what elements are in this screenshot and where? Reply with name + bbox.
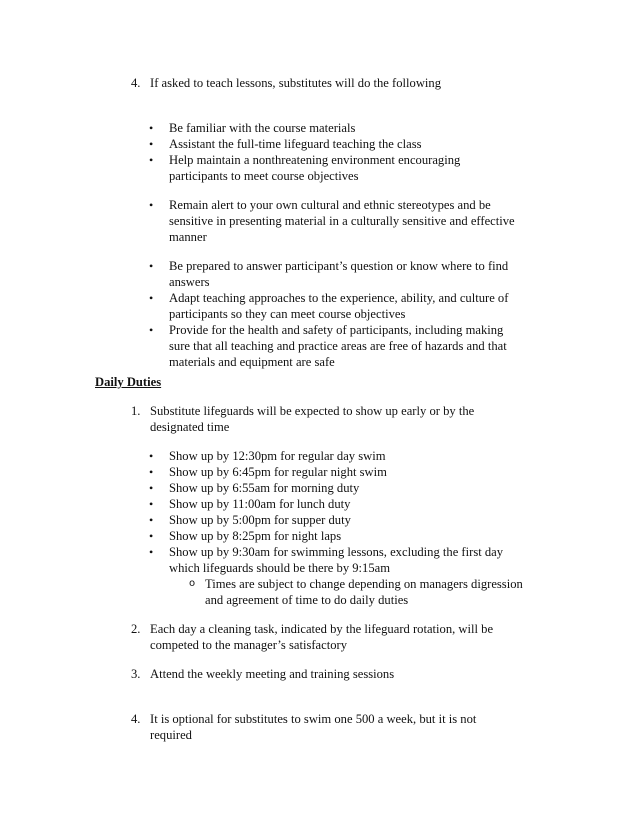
bullet-text: manner: [169, 230, 207, 244]
bullet-text: Be familiar with the course materials: [169, 121, 356, 135]
bullet-text: Show up by 11:00am for lunch duty: [169, 497, 351, 511]
list-item-text: Substitute lifeguards will be expected to show up early or by the: [150, 404, 475, 418]
section-heading: Daily Duties: [95, 375, 162, 389]
bullet-icon: •: [149, 121, 154, 135]
bullet-text: materials and equipment are safe: [169, 355, 335, 369]
list-number: 1.: [131, 404, 141, 418]
bullet-icon: •: [149, 465, 154, 479]
list-number: 4.: [131, 712, 141, 726]
bullet-text: sensitive in presenting material in a culturally sensitive and effective: [169, 214, 515, 228]
bullet-text: answers: [169, 275, 210, 289]
bullet-text: Show up by 6:55am for morning duty: [169, 481, 360, 495]
sub-bullet-icon: o: [189, 578, 196, 589]
bullet-text: Be prepared to answer participant’s question or know where to find: [169, 259, 509, 273]
bullet-icon: •: [149, 513, 154, 527]
list-number: 4.: [131, 76, 141, 90]
bullet-icon: •: [149, 153, 154, 167]
bullet-text: Show up by 6:45pm for regular night swim: [169, 465, 387, 479]
bullet-text: Show up by 9:30am for swimming lessons, excluding the first day: [169, 545, 504, 559]
bullet-icon: •: [149, 323, 154, 337]
list-item-text: Attend the weekly meeting and training sessions: [150, 667, 395, 681]
list-item-text: Each day a cleaning task, indicated by the lifeguard rotation, will be: [150, 622, 494, 636]
bullet-text: Show up by 12:30pm for regular day swim: [169, 449, 386, 463]
bullet-icon: •: [149, 545, 154, 559]
bullet-text: Help maintain a nonthreatening environment encouraging: [169, 153, 461, 167]
sub-bullet-text: Times are subject to change depending on managers digression: [205, 577, 523, 591]
bullet-icon: •: [149, 198, 154, 212]
bullet-icon: •: [149, 449, 154, 463]
bullet-icon: •: [149, 259, 154, 273]
bullet-text: sure that all teaching and practice areas are free of hazards and that: [169, 339, 507, 353]
bullet-text: Provide for the health and safety of participants, including making: [169, 323, 504, 337]
list-item-text: If asked to teach lessons, substitutes will do the following: [150, 76, 442, 90]
bullet-text: Assistant the full-time lifeguard teaching the class: [169, 137, 422, 151]
bullet-icon: •: [149, 529, 154, 543]
bullet-text: Adapt teaching approaches to the experience, ability, and culture of: [169, 291, 509, 305]
bullet-text: Show up by 5:00pm for supper duty: [169, 513, 351, 527]
list-item-text: It is optional for substitutes to swim one 500 a week, but it is not: [150, 712, 477, 726]
bullet-text: participants to meet course objectives: [169, 169, 359, 183]
bullet-text: Show up by 8:25pm for night laps: [169, 529, 342, 543]
bullet-text: participants so they can meet course objectives: [169, 307, 406, 321]
bullet-text: which lifeguards should be there by 9:15am: [169, 561, 391, 575]
list-number: 3.: [131, 667, 141, 681]
bullet-icon: •: [149, 497, 154, 511]
bullet-text: Remain alert to your own cultural and ethnic stereotypes and be: [169, 198, 491, 212]
list-item-text: required: [150, 728, 192, 742]
list-item-text: competed to the manager’s satisfactory: [150, 638, 347, 652]
list-number: 2.: [131, 622, 141, 636]
bullet-icon: •: [149, 137, 154, 151]
bullet-icon: •: [149, 291, 154, 305]
list-item-text: designated time: [150, 420, 230, 434]
sub-bullet-text: and agreement of time to do daily duties: [205, 593, 409, 607]
bullet-icon: •: [149, 481, 154, 495]
